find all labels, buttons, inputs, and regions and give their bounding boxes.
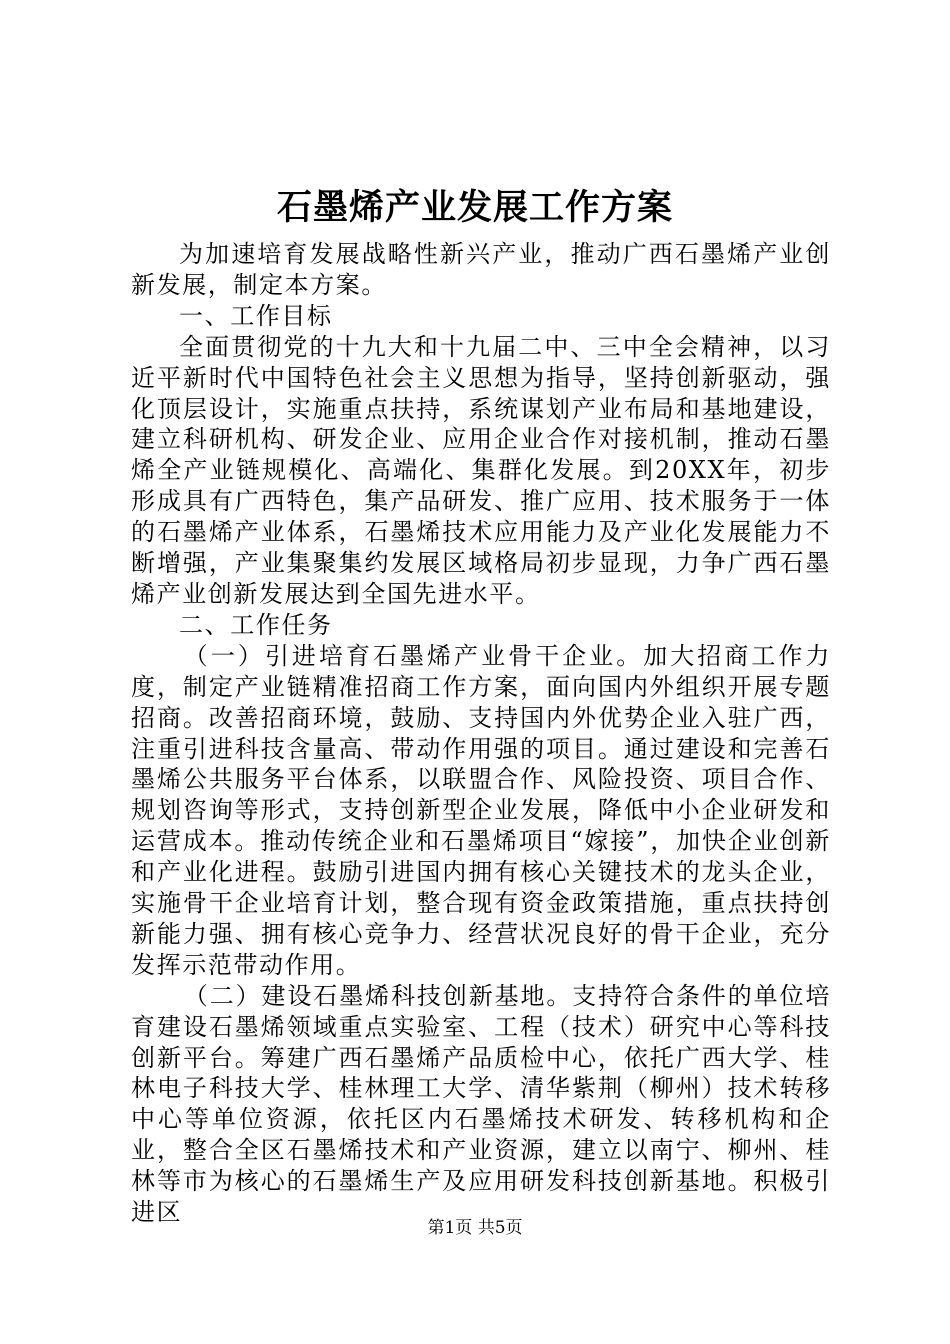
- task-paragraph-1: （一）引进培育石墨烯产业骨干企业。加大招商工作力度，制定产业链精准招商工作方案，面向国内外组织开展专题招商。改善招商环境，鼓励、支持国内外优势企业入驻广西，注重引进科技含量高、带动作用强的项目。通过建设和完善石墨烯公共服务平台体系，以联盟合作、风险投资、项目合作、规划咨询等形式，支持创新型企业发展，降低中小企业研发和运营成本。推动传统企业和石墨烯项目“嫁接”，加快企业创新和产业化进程。鼓励引进国内拥有核心关键技术的龙头企业，实施骨干企业培育计划，整合现有资金政策措施，重点扶持创新能力强、拥有核心竞争力、经营状况良好的骨干企业，充分发挥示范带动作用。: [131, 641, 831, 979]
- goals-paragraph: 全面贯彻党的十九大和十九届二中、三中全会精神，以习近平新时代中国特色社会主义思想为指导，坚持创新驱动，强化顶层设计，实施重点扶持，系统谋划产业布局和基地建设，建立科研机构、研发企业、应用企业合作对接机制，推动石墨烯全产业链规模化、高端化、集群化发展。到20XX年，初步形成具有广西特色，集产品研发、推广应用、技术服务于一体的石墨烯产业体系，石墨烯技术应用能力及产业化发展能力不断增强，产业集聚集约发展区域格局初步显现，力争广西石墨烯产业创新发展达到全国先进水平。: [131, 332, 831, 608]
- intro-paragraph: 为加速培育发展战略性新兴产业，推动广西石墨烯产业创新发展，制定本方案。: [131, 240, 831, 299]
- page-number-footer: 第1页 共5页: [427, 1218, 523, 1238]
- task-paragraph-2: （二）建设石墨烯科技创新基地。支持符合条件的单位培育建设石墨烯领域重点实验室、工程（技术）研究中心等科技创新平台。筹建广西石墨烯产品质检中心，依托广西大学、桂林电子科技大学、桂林理工大学、清华紫荆（柳州）技术转移中心等单位资源，依托区内石墨烯技术研发、转移机构和企业，整合全区石墨烯技术和产业资源，建立以南宁、柳州、桂林等市为核心的石墨烯生产及应用研发科技创新基地。积极引进区: [131, 981, 831, 1227]
- document-body: [131, 239, 831, 1228]
- document-title: 石墨烯产业发展工作方案: [276, 187, 673, 228]
- section-heading-goals: 一、工作目标: [179, 301, 333, 330]
- section-heading-tasks: 二、工作任务: [179, 610, 333, 639]
